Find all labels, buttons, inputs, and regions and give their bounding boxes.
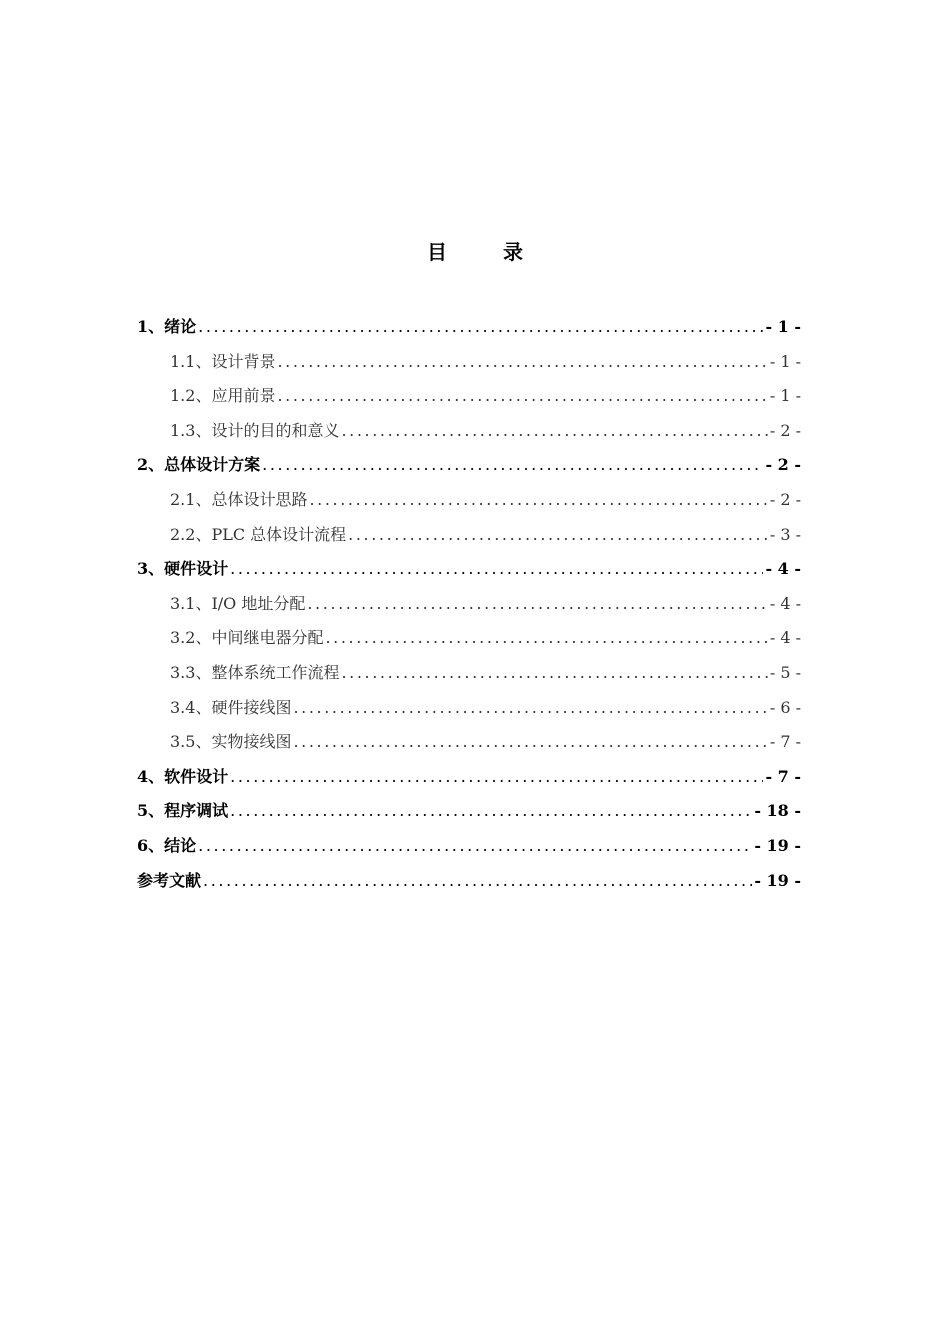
toc-entry-label: 1.2、应用前景 (170, 386, 276, 406)
toc-entry-label: 3.5、实物接线图 (170, 732, 292, 752)
toc-entry-2[interactable] (137, 450, 801, 485)
toc-entry-1-3[interactable] (137, 416, 801, 451)
toc-entry-2-1[interactable] (137, 485, 801, 520)
toc-entry-4[interactable] (137, 762, 801, 797)
toc-entry-label: 2、总体设计方案 (137, 455, 261, 475)
toc-entry-page: - 4 - (769, 593, 801, 613)
toc-entry-page: - 4 - (765, 559, 801, 579)
toc-dot-leader (203, 866, 752, 896)
toc-entry-page: - 2 - (765, 455, 801, 475)
toc-dot-leader (230, 554, 763, 584)
toc-entry-page: - 4 - (769, 628, 801, 648)
toc-dot-leader (307, 589, 767, 619)
toc-entry-5[interactable] (137, 796, 801, 831)
toc-dot-leader (341, 658, 767, 688)
toc-dot-leader (341, 416, 767, 446)
toc-dot-leader (277, 347, 767, 377)
toc-entry-label: 3.4、硬件接线图 (170, 697, 292, 717)
toc-entry-label: 1、绪论 (137, 317, 197, 336)
toc-entry-page: - 19 - (754, 870, 801, 890)
toc-entry-label: 5、程序调试 (137, 801, 229, 821)
toc-entry-3-5[interactable] (137, 727, 801, 762)
toc-entry-label: 3.2、中间继电器分配 (170, 628, 324, 648)
toc-entry-label: 参考文献 (137, 870, 202, 890)
toc-entry-label: 2.2、PLC 总体设计流程 (170, 524, 347, 544)
toc-entry-page: - 2 - (769, 420, 801, 440)
toc-dot-leader (230, 796, 752, 826)
toc-list (137, 312, 801, 900)
toc-dot-leader (277, 381, 767, 411)
toc-entry-6[interactable] (137, 831, 801, 866)
toc-entry-3-4[interactable] (137, 693, 801, 728)
toc-dot-leader (293, 727, 767, 757)
toc-entry-3-2[interactable] (137, 623, 801, 658)
toc-entry-2-2[interactable] (137, 520, 801, 555)
toc-entry-1[interactable] (137, 312, 801, 347)
toc-entry-page: - 1 - (765, 317, 801, 336)
toc-dot-leader (198, 831, 752, 861)
toc-entry-page: - 5 - (769, 662, 801, 682)
toc-dot-leader (262, 450, 763, 480)
toc-dot-leader (325, 623, 767, 653)
toc-entry-page: - 1 - (769, 386, 801, 406)
toc-entry-label: 4、软件设计 (137, 766, 229, 786)
toc-entry-label: 3.1、I/O 地址分配 (170, 593, 306, 613)
toc-entry-label: 2.1、总体设计思路 (170, 489, 308, 509)
toc-entry-label: 1.1、设计背景 (170, 351, 276, 371)
toc-entry-page: - 7 - (765, 766, 801, 786)
toc-entry-page: - 7 - (769, 732, 801, 752)
toc-dot-leader (309, 485, 767, 515)
toc-entry-label: 3、硬件设计 (137, 559, 229, 579)
toc-entry-page: - 1 - (769, 351, 801, 371)
toc-entry-page: - 3 - (769, 524, 801, 544)
toc-entry-references[interactable] (137, 866, 801, 901)
toc-dot-leader (348, 520, 768, 550)
toc-dot-leader (230, 762, 763, 792)
toc-entry-page: - 19 - (754, 835, 801, 855)
toc-entry-page: - 18 - (754, 801, 801, 821)
toc-entry-3-3[interactable] (137, 658, 801, 693)
toc-entry-label: 6、结论 (137, 835, 197, 855)
toc-entry-1-2[interactable] (137, 381, 801, 416)
toc-entry-3-1[interactable] (137, 589, 801, 624)
toc-dot-leader (293, 693, 767, 723)
toc-title: 目 录 (427, 240, 541, 264)
toc-entry-page: - 6 - (769, 697, 801, 717)
toc-entry-3[interactable] (137, 554, 801, 589)
toc-entry-page: - 2 - (769, 489, 801, 509)
toc-entry-1-1[interactable] (137, 347, 801, 382)
toc-entry-label: 1.3、设计的目的和意义 (170, 420, 340, 440)
toc-dot-leader (198, 312, 763, 342)
toc-entry-label: 3.3、整体系统工作流程 (170, 662, 340, 682)
